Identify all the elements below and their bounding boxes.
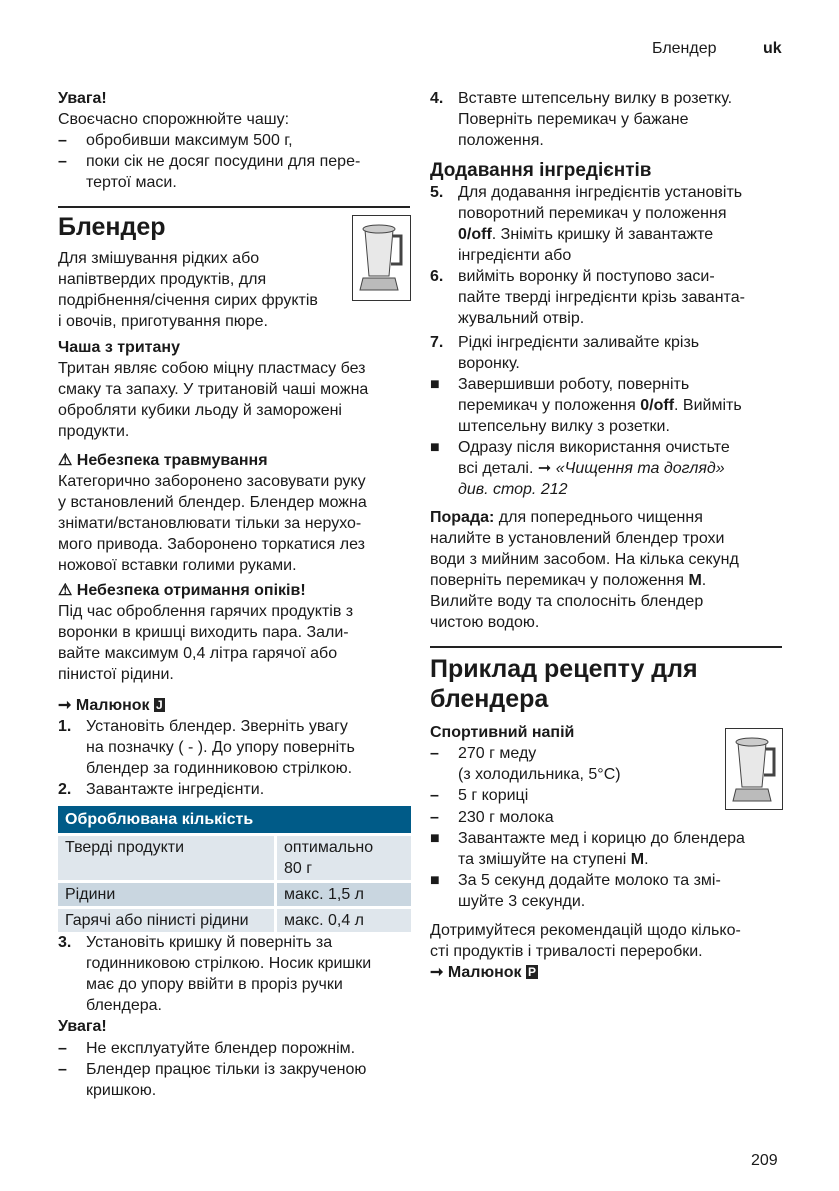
step: 4. Вставте штепсельну вилку в розетку. Поверніть перемикач у бажане положення. [430,90,733,149]
step: 3. Установіть кришку й поверніть за годинниковою стрілкою. Носик кришки має до упору ввійти в проріз ручки блендера. [58,934,372,1014]
caution-title: Увага! [58,90,107,107]
section-divider [430,646,782,648]
running-header-title: Блендер [652,40,717,57]
section-title: Блендер [58,213,166,241]
step: 1. Установіть блендер. Зверніть увагу на позначку ( ‑ ). До упору поверніть блендер за годинниковою стрілкою. [58,718,355,777]
arrow-right-icon: ➞ [58,697,72,714]
bullet-item: ■ Завантажте мед і корицю до блендера та змішуйте на ступені M. [430,830,745,868]
caution-intro: Своєчасно спорожнюйте чашу: [58,111,290,128]
subheading-tritan: Чаша з тритану [58,339,180,356]
language-code: uk [763,40,782,57]
ingredient-item: – 270 г меду (з холодильника, 5°C) [430,745,621,783]
bullet-item: ■ Одразу після використання очистьте всі деталі. ➞ «Чищення та догляд» див. стор. 212 [430,439,730,498]
caution-title: Увага! [58,1018,107,1035]
subheading-adding: Додавання інгредієнтів [430,160,652,181]
ingredient-item: – 5 г кориці [430,787,529,804]
blender-image [352,215,411,301]
warning-triangle-icon: ⚠ [58,582,73,599]
drink-title: Спортивний напій [430,724,575,741]
warning-text: Категорично заборонено засовувати руку у встановлений блендер. Блендер можна знімати/встановлювати тільки за нерухо- мого привода. Заборонено торкатися лез ножової вставки голими руками. [58,473,367,574]
square-bullet-icon: ■ [430,872,440,889]
cross-reference-link[interactable]: «Чищення та догляд» див. стор. 212 [458,460,725,498]
bullet-item: ■ Завершивши роботу, поверніть перемикач у положення 0/off. Вийміть штепсельну вилку з розетки. [430,376,742,435]
ingredient-item: – 230 г молока [430,809,554,826]
arrow-right-icon: ➞ [430,964,444,981]
table-header: Оброблювана кількість [58,806,411,833]
figure-reference: ➞ Малюнок J [58,697,163,714]
warning-triangle-icon: ⚠ [58,452,73,469]
warning-text: Під час оброблення гарячих продуктів з воронки в кришці виходить пара. Зали- вайте максимум 0,4 літра гарячої або пінистої рідини. [58,603,354,683]
intro-text: Для змішування рідких або напівтвердих продуктів, для подрібнення/січення сирих фруктів і овочів, приготування пюре. [58,250,318,330]
step: 5. Для додавання інгредієнтів установіть поворотний перемикач у положення 0/off. Зніміть кришку й завантажте інгредієнти або [430,184,743,264]
list-item: – Блендер працює тільки із закрученою кришкою. [58,1061,367,1099]
tritan-text: Тритан являє собою міцну пластмасу без смаку та запаху. У тритановій чаші можна обробляти кубики льоду й заморожені продукти. [58,360,369,440]
bullet-item: ■ За 5 секунд додайте молоко та змі- шуйте 3 секунди. [430,872,721,910]
list-item: – поки сік не досяг посудини для пере- тертої маси. [58,153,361,191]
recipe-title: Приклад рецепту для блендера [430,655,698,713]
square-bullet-icon: ■ [430,376,440,393]
step: 6. вийміть воронку й поступово заси- пайте тверді інгредієнти крізь заванта- жувальний отвір. [430,268,745,327]
section-divider [58,206,410,208]
table-row: Гарячі або пінисті рідини макс. 0,4 л [58,909,411,932]
warning-heading: ⚠ Небезпека травмування [58,452,268,469]
step: 2. Завантажте інгредієнти. [58,781,265,798]
arrow-right-icon: ➞ [537,460,552,477]
page-number: 209 [751,1152,778,1169]
square-bullet-icon: ■ [430,439,440,456]
table-row: Тверді продукти оптимально 80 г [58,836,411,880]
list-item: – Не експлуатуйте блендер порожнім. [58,1040,356,1057]
tip-text: Порада: для попереднього чищення налийте в установлений блендер трохи води з мийним засобом. На кілька секунд поверніть перемикач у положення M. Вилийте воду та сполосніть блендер чистою водою. [430,509,739,631]
list-item: – обробивши максимум 500 г, [58,132,293,149]
note-text: Дотримуйтеся рекомендацій щодо кілько- сті продуктів і тривалості переробки. [430,922,741,960]
quantity-table [58,803,411,935]
warning-heading: ⚠ Небезпека отримання опіків! [58,582,306,599]
table-row: Рідини макс. 1,5 л [58,883,411,906]
figure-reference: ➞ Малюнок P [430,964,537,981]
square-bullet-icon: ■ [430,830,440,847]
step: 7. Рідкі інгредієнти заливайте крізь воронку. [430,334,700,372]
